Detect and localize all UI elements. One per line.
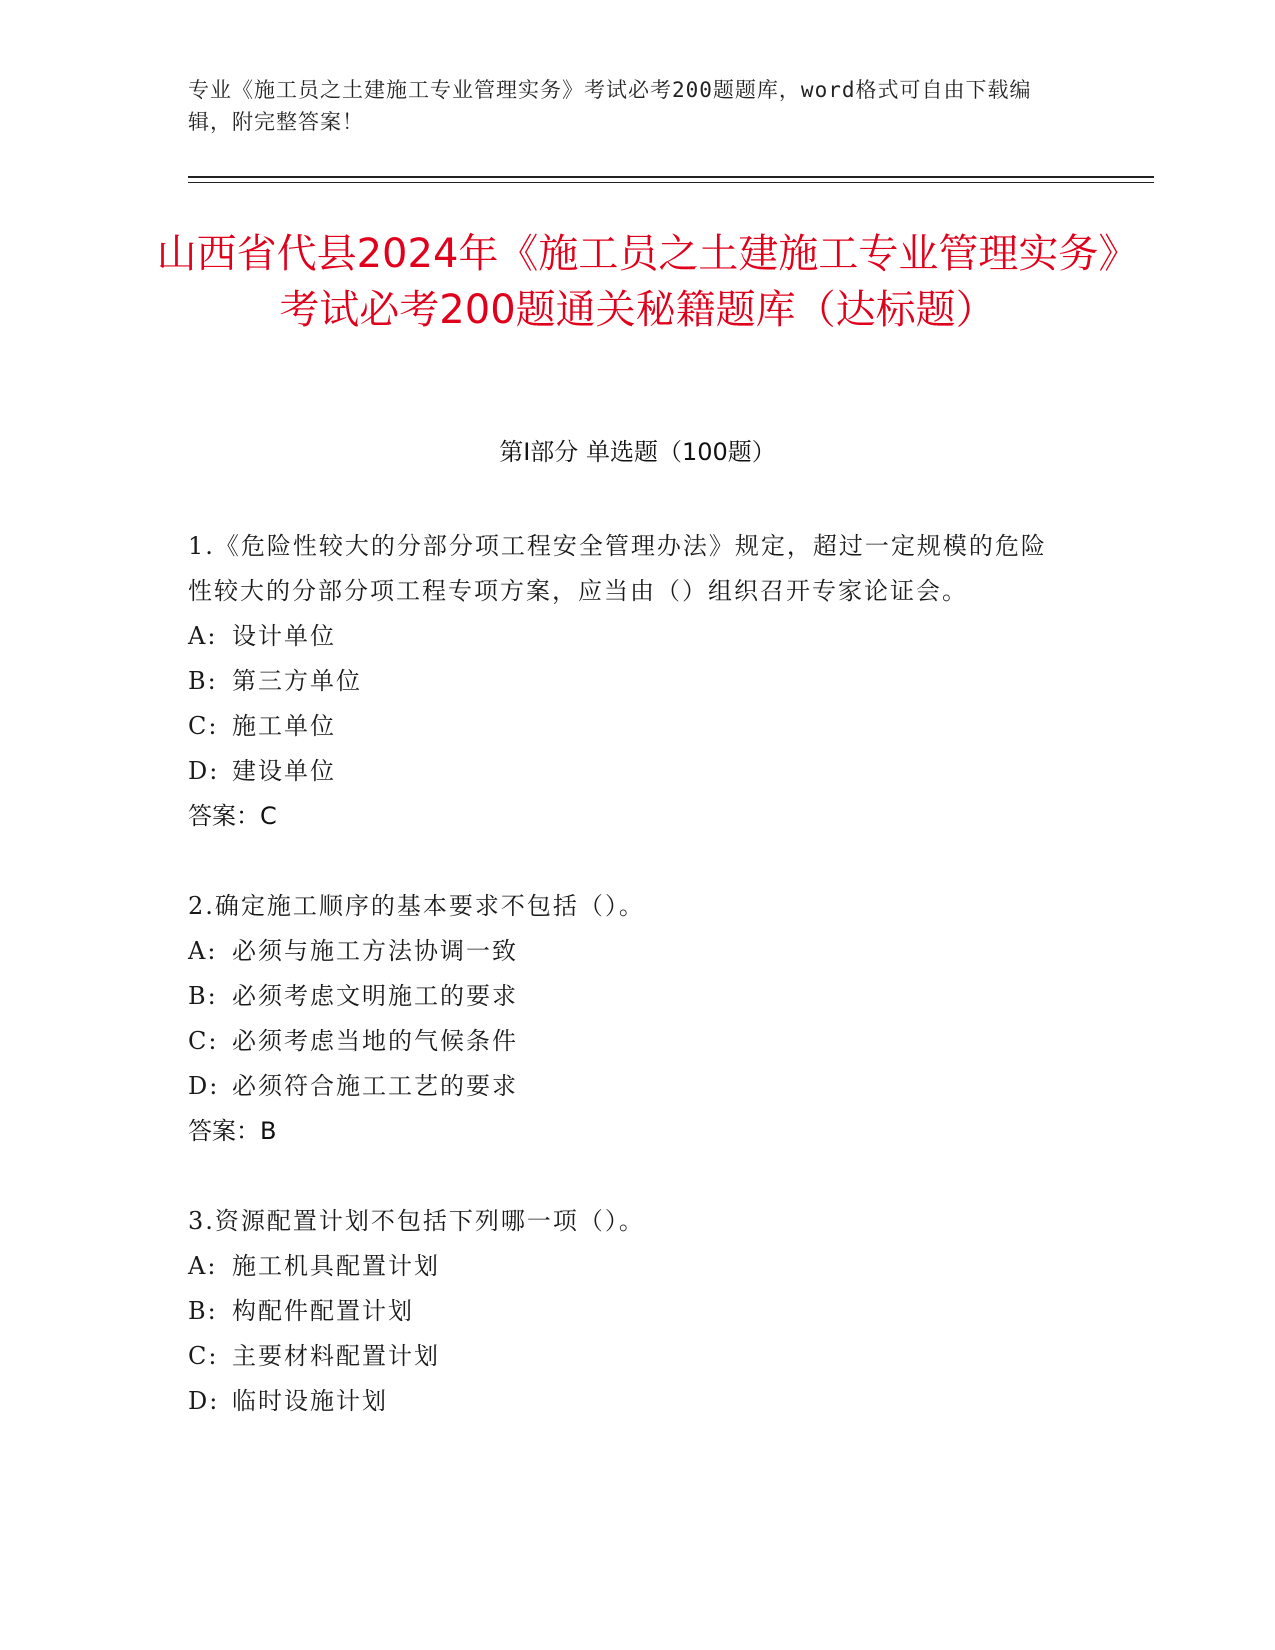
option-letter: D:: [188, 1072, 220, 1100]
section-title: 第Ⅰ部分 单选题（100题）: [499, 438, 776, 466]
document-title: 山西省代县2024年《施工员之土建施工专业管理实务》考试必考200题通关秘籍题库（达标题）: [156, 231, 1119, 333]
option-letter: A:: [188, 1252, 218, 1280]
option-a: [188, 1244, 1068, 1289]
header-divider-thin: [188, 182, 1154, 183]
header-note: 专业《施工员之土建施工专业管理实务》考试必考200题题库，word格式可自由下载编辑，附完整答案！: [188, 78, 1032, 134]
option-text: 临时设施计划: [232, 1387, 388, 1415]
option-c: [188, 1019, 1068, 1064]
question-stem: 1.《危险性较大的分部分项工程安全管理办法》规定，超过一定规模的危险性较大的分部分项工程专项方案，应当由（）组织召开专家论证会。: [188, 532, 1047, 605]
option-b: [188, 1289, 1068, 1334]
option-letter: B:: [188, 1297, 218, 1325]
question-stem: 3.资源配置计划不包括下列哪一项（）。: [188, 1207, 645, 1235]
option-text: 施工单位: [232, 712, 336, 740]
option-b: [188, 974, 1068, 1019]
option-letter: B:: [188, 982, 218, 1010]
option-d: [188, 1379, 1068, 1424]
option-d: [188, 1064, 1068, 1109]
question-3: [188, 1199, 1068, 1424]
option-c: [188, 704, 1068, 749]
option-letter: D:: [188, 1387, 220, 1415]
option-d: [188, 749, 1068, 794]
question-2: [188, 884, 1068, 1154]
option-text: 主要材料配置计划: [232, 1342, 440, 1370]
option-text: 必须符合施工工艺的要求: [232, 1072, 518, 1100]
option-text: 第三方单位: [232, 667, 362, 695]
option-letter: C:: [188, 1027, 219, 1055]
option-letter: C:: [188, 1342, 219, 1370]
option-letter: D:: [188, 757, 220, 785]
question-list: [188, 524, 1068, 1469]
option-c: [188, 1334, 1068, 1379]
option-text: 必须考虑文明施工的要求: [232, 982, 518, 1010]
option-text: 必须与施工方法协调一致: [232, 937, 518, 965]
option-text: 施工机具配置计划: [232, 1252, 440, 1280]
option-text: 设计单位: [232, 622, 336, 650]
answer-line: 答案：B: [188, 1117, 277, 1145]
option-text: 必须考虑当地的气候条件: [232, 1027, 518, 1055]
option-letter: C:: [188, 712, 219, 740]
question-1: [188, 524, 1068, 839]
option-a: [188, 614, 1068, 659]
answer-line: 答案：C: [188, 802, 277, 830]
option-a: [188, 929, 1068, 974]
question-stem: 2.确定施工顺序的基本要求不包括（）。: [188, 892, 645, 920]
option-text: 建设单位: [232, 757, 336, 785]
header-divider-thick: [188, 176, 1154, 178]
option-letter: B:: [188, 667, 218, 695]
option-text: 构配件配置计划: [232, 1297, 414, 1325]
option-letter: A:: [188, 937, 218, 965]
option-b: [188, 659, 1068, 704]
option-letter: A:: [188, 622, 218, 650]
